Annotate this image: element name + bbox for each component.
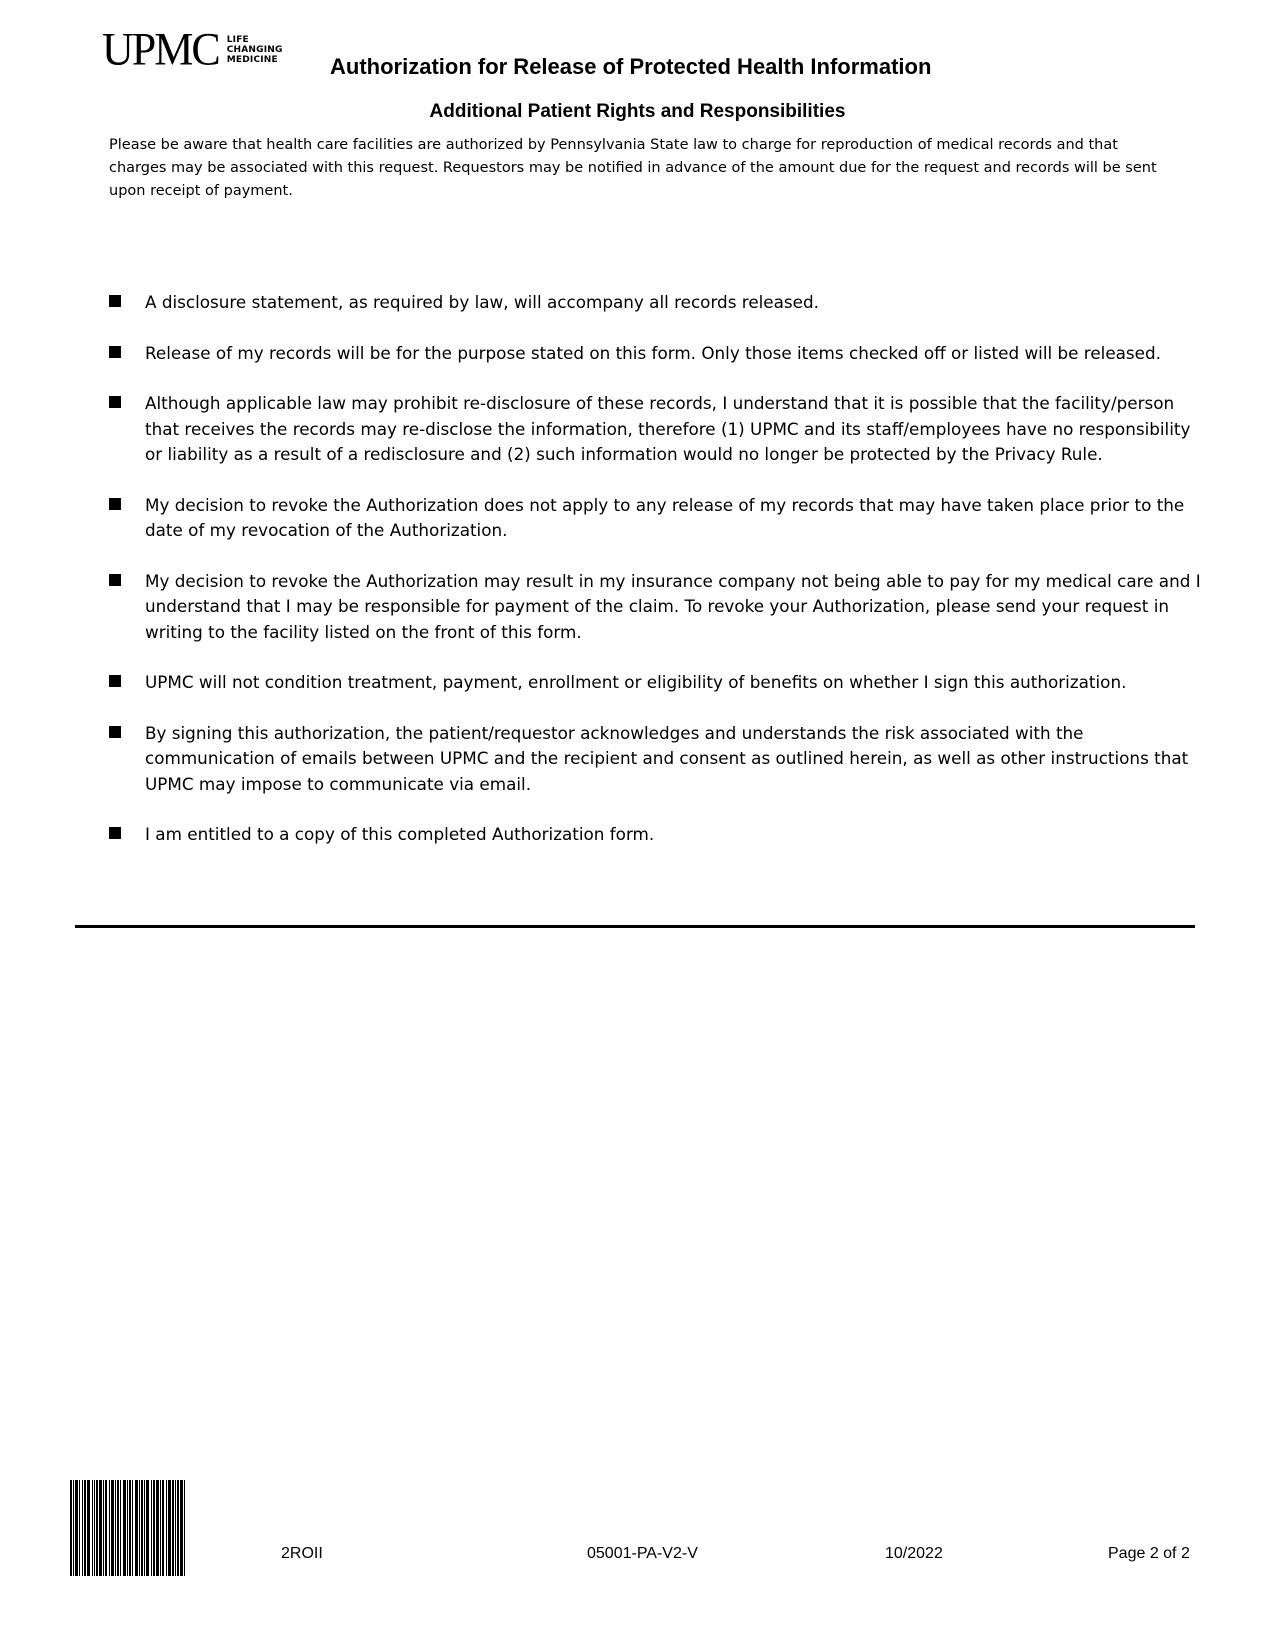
list-item	[108, 341, 1208, 367]
square-bullet-icon	[109, 726, 121, 738]
list-item-text: My decision to revoke the Authorization may result in my insurance company not being able to pay for my medical care and I understand that I may be responsible for payment of the claim. To revoke your Authorization, please send your request in writing to the facility listed on the front of this form.	[145, 570, 1201, 642]
logo-wordmark: UPMC	[102, 23, 219, 76]
list-item	[108, 569, 1208, 646]
square-bullet-icon	[109, 346, 121, 358]
square-bullet-icon	[109, 396, 121, 408]
list-item-text: I am entitled to a copy of this completed Authorization form.	[145, 824, 655, 844]
list-item-text: UPMC will not condition treatment, payment, enrollment or eligibility of benefits on whether I sign this authorization.	[145, 672, 1127, 692]
document-title: Authorization for Release of Protected Health Information	[330, 54, 932, 79]
document-subtitle: Additional Patient Rights and Responsibilities	[429, 101, 846, 122]
list-item	[108, 721, 1208, 798]
logo-tagline-line: CHANGING	[226, 45, 283, 55]
footer-form-number: 05001-PA-V2-V	[587, 1545, 698, 1562]
logo-tagline	[227, 35, 283, 65]
list-item	[108, 493, 1208, 544]
horizontal-divider	[75, 925, 1195, 928]
footer-code: 2ROII	[281, 1545, 323, 1562]
square-bullet-icon	[109, 675, 121, 687]
footer-page-number: Page 2 of 2	[1108, 1545, 1190, 1562]
list-item-text: My decision to revoke the Authorization does not apply to any release of my records that may have taken place prior to the date of my revocation of the Authorization.	[145, 494, 1185, 540]
footer-date: 10/2022	[885, 1545, 943, 1562]
rights-list	[108, 290, 1208, 873]
square-bullet-icon	[109, 295, 121, 307]
list-item	[108, 391, 1208, 468]
list-item-text: Although applicable law may prohibit re-disclosure of these records, I understand that it is possible that the facility/person that receives the records may re-disclose the information, therefore (1) UPMC and its staff/employees have no responsibility or liability as a result of a redisclosure and (2) such information would no longer be protected by the Privacy Rule.	[145, 393, 1191, 464]
logo-tagline-line: MEDICINE	[226, 55, 278, 65]
list-item	[108, 670, 1208, 696]
list-item	[108, 822, 1208, 848]
list-item-text: By signing this authorization, the patient/requestor acknowledges and understands the risk associated with the communication of emails between UPMC and the recipient and consent as outlined herein, as well as other instructions that UPMC may impose to communicate via email.	[145, 722, 1189, 794]
square-bullet-icon	[109, 498, 121, 510]
square-bullet-icon	[109, 827, 121, 839]
logo-tagline-line: LIFE	[226, 35, 249, 45]
barcode-icon	[70, 1480, 260, 1576]
fee-notice-paragraph: Please be aware that health care facilities are authorized by Pennsylvania State law to charge for reproduction of medical records and that charges may be associated with this request. Requestors may be notified in advance of the amount due for the request and records will be sent upon receipt of payment.	[109, 137, 1157, 199]
list-item-text: Release of my records will be for the purpose stated on this form. Only those items checked off or listed will be released.	[145, 342, 1161, 363]
upmc-logo	[102, 23, 283, 76]
square-bullet-icon	[109, 574, 121, 586]
list-item-text: A disclosure statement, as required by law, will accompany all records released.	[145, 292, 819, 312]
list-item	[108, 290, 1208, 316]
